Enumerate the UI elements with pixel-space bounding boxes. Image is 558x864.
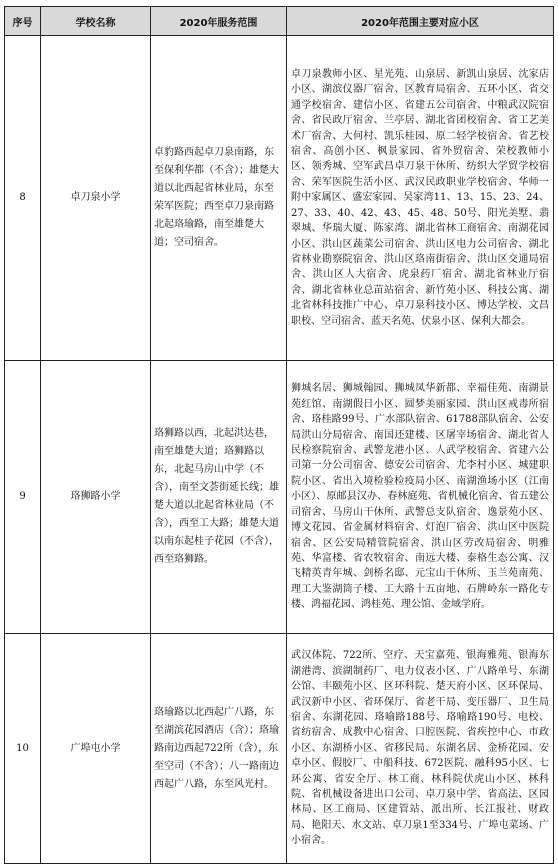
school-name: 珞狮路小学 <box>41 361 151 634</box>
community-list: 狮城名居、狮城翰园、狮城凤华新都、幸福佳苑、南湖景苑红馆、南湖假日小区、圆梦美丽家园、洪山区戒毒所宿舍、珞桂路99号、广水部队宿舍、61788部队宿舍、公安局洪山分局宿舍、南国还建楼、区屠宰场宿舍、湖北省人民检察院宿舍、武警龙港小区、人武学校宿舍、省建六公司第一分公司宿舍、德安公司宿舍、尤李村小区、城建职院小区、省出入境检验检疫局小区、南湖渔场小区（江南小区）、原邮县汉办、春林庭苑、省机械化宿舍、省五建公司宿舍、马房山干休所、武警总支队宿舍、逸景苑小区、博文花园、省金属材料宿舍、灯泡厂宿舍、洪山区中医院宿舍、区公安局精管院宿舍、洪山区劳改局宿舍、明雅苑、华富楼、省农牧宿舍、南远大楼、泰格生态公寓、汉飞精英青年城、剑桥名邸、元宝山干休所、玉兰苑南苑、理工大鉴湖筒子楼、工大路十五亩地、石牌岭东一路化专楼、鸿福花园、鸿桂苑、理公馆、金域学府。 <box>287 361 554 634</box>
header-communities: 2020年范围主要对应小区 <box>287 7 554 36</box>
table-row <box>5 36 554 361</box>
row-number: 8 <box>5 36 41 361</box>
header-range: 2020年服务范围 <box>151 7 287 36</box>
service-range: 珞狮路以西，北起洪达巷，南至雄楚大道；珞狮路以东，北起马房山中学（不含），南至文荟街延长线；雄楚大道以北起省林业局（不含），西至工大路；雄楚大道以南东起桂子花园（不含），西至珞狮路。 <box>151 361 287 634</box>
row-number: 10 <box>5 634 41 864</box>
community-list: 卓刀泉教师小区、星光苑、山泉居、新凯山泉居、沈家店小区、湖滨仪器厂宿舍、区教育局宿舍、五环小区、省交通学校宿舍、建信小区、省建五公司宿舍、中粮武汉院宿舍、省民政厅宿舍、兰亭居、湖北省团校宿舍、省工艺美术厂宿舍、大何村、凯乐桂园、原二轻学校宿舍、省艺校宿舍、高创小区、枫景家园、省外贸宿舍、荣校教师小区、领秀城、空军武昌卓刀泉干休所、纺织大学贸学校宿舍、荣军医院生活小区、武汉民政职业学校宿舍、华师一附中家属区、盛宏家园、吴家湾11、13、15、23、24、27、33、40、42、43、45、48、50号、阳光美墅、翡翠城、华瑞大厦、陈家湾、湖北省林工商宿舍、南湖花园小区、洪山区蔬菜公司宿舍、洪山区电力公司宿舍、湖北省林业勘察院宿舍、洪山区珞南街宿舍、洪山区交通局宿舍、洪山区人大宿舍、虎泉药厂宿舍、湖北省林业厅宿舍、湖北省林业总苗站宿舍、新竹苑小区、科技公寓、湖北省林科技推广中心、卓刀泉科技小区、博达学校、文昌职校、空司宿舍、蓝天名苑、伏泉小区、保利大都会。 <box>287 36 554 361</box>
header-school: 学校名称 <box>41 7 151 36</box>
table-row <box>5 634 554 864</box>
service-range: 卓豹路西起卓刀泉南路，东至保利华都（不含）；雄楚大道以北西起省林业局，东至荣军医院；西至卓刀泉南路北起珞瑜路，南至雄楚大道；空司宿舍。 <box>151 36 287 361</box>
header-no: 序号 <box>5 7 41 36</box>
row-number: 9 <box>5 361 41 634</box>
table-row <box>5 361 554 634</box>
service-range-table <box>4 6 554 864</box>
service-range: 珞瑜路以北西起广八路，东至湖滨花园酒店（含）；珞瑜路南边西起722所（含），东至空司（不含）；八一路南边西起广八路，东至风光村。 <box>151 634 287 864</box>
header-row <box>5 7 554 36</box>
community-list: 武汉体院、722所、空疗、天宝嘉苑、银海雅苑、银海东湖港湾、滨湖制药厂、电力仪表小区、广八路单号、东湖公馆、丰颐苑小区、区环科院、楚天府小区、区环保局、武汉新中小区、省环保厅、省老干局、变压器厂、卫生局宿舍、东湖花园、珞喻路188号、珞喻路190号、电校、省纺宿舍、成教中心宿舍、口腔医院、省疾控中心、市政小区、东湖桥小区、省移民局、东湖名居、金桥花园、安卓小区、假胶厂、中船科技、672医院、融科95小区、七环公寓、省安全厅、林工商、林科院伏虎山小区、林科院、省机械设备进出口公司、卓刀泉中学、省高法、区园林局、区工商局、区建管站、派出所、长江报社、财政局、艳阳天、水文站、卓刀泉1至334号、广埠屯菜场、广小宿舍。 <box>287 634 554 864</box>
school-name: 卓刀泉小学 <box>41 36 151 361</box>
school-name: 广埠屯小学 <box>41 634 151 864</box>
